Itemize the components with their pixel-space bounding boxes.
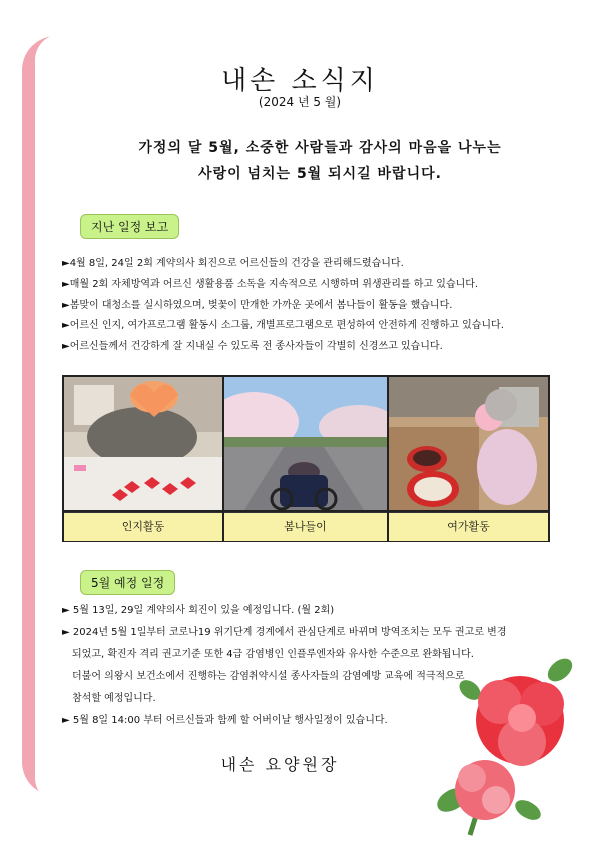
slogan-line-2: 사랑이 넘치는 5월 되시길 바랍니다. <box>198 166 442 182</box>
newsletter-date: (2024 년 5 월) <box>258 95 342 109</box>
may-schedule-item: ► 5월 8일 14:00 부터 어르신들과 함께 할 어버이날 행사일정이 있습니다. <box>62 715 388 726</box>
may-schedule-item: ► 5월 13일, 29일 계약의사 회진이 있을 예정입니다. (월 2회) <box>62 605 335 616</box>
carnation-icon <box>430 650 600 849</box>
spring-outing-photo <box>224 377 387 510</box>
slogan-line-1: 가정의 달 5월, 소중한 사람들과 감사의 마음을 나누는 <box>138 140 502 156</box>
director-signature: 내손 요양원장 <box>220 755 340 774</box>
past-schedule-list <box>62 254 562 358</box>
leisure-activity-photo <box>389 377 548 510</box>
photo-caption: 인지활동 <box>64 512 222 541</box>
may-schedule-badge: 5월 예정 일정 <box>80 570 175 595</box>
may-schedule-item: 참석할 예정입니다. <box>72 693 156 704</box>
may-schedule-item: 되었고, 확진자 격리 권고기준 또한 4급 감염병인 인플루엔자와 유사한 수준으로 완화됩니다. <box>72 649 474 660</box>
activity-photo-table <box>62 375 550 542</box>
photo-caption: 봄나들이 <box>224 512 387 541</box>
past-schedule-item: ►매월 2회 자체방역과 어르신 생활용품 소독을 지속적으로 시행하며 위생관리를 하고 있습니다. <box>62 278 479 290</box>
past-schedule-item: ►어르신들께서 건강하게 잘 지내실 수 있도록 전 종사자들이 각별히 신경쓰고 있습니다. <box>62 341 443 353</box>
photo-caption: 여가활동 <box>389 512 548 541</box>
past-schedule-badge: 지난 일정 보고 <box>80 214 179 239</box>
past-schedule-item: ►어르신 인지, 여가프로그램 활동시 소그룹, 개별프로그램으로 편성하여 안전하게 진행하고 있습니다. <box>62 320 504 332</box>
may-schedule-item: ► 2024년 5월 1일부터 코로나19 위기단계 경계에서 관심단계로 바뀌며 방역조치는 모두 권고로 변경 <box>62 627 507 638</box>
cognitive-activity-photo <box>64 377 222 510</box>
past-schedule-item: ►봄맞이 대청소를 실시하였으며, 벚꽃이 만개한 가까운 곳에서 봄나들이 활동을 했습니다. <box>62 299 453 311</box>
newsletter-title: 내손 소식지 <box>221 66 379 96</box>
past-schedule-item: ►4월 8일, 24일 2회 계약의사 회진으로 어르신들의 건강을 관리해드렸습니다. <box>62 258 404 269</box>
may-schedule-item: 더불어 의왕시 보건소에서 진행하는 감염취약시설 종사자들의 감염예방 교육에 적극적으로 <box>72 671 465 682</box>
